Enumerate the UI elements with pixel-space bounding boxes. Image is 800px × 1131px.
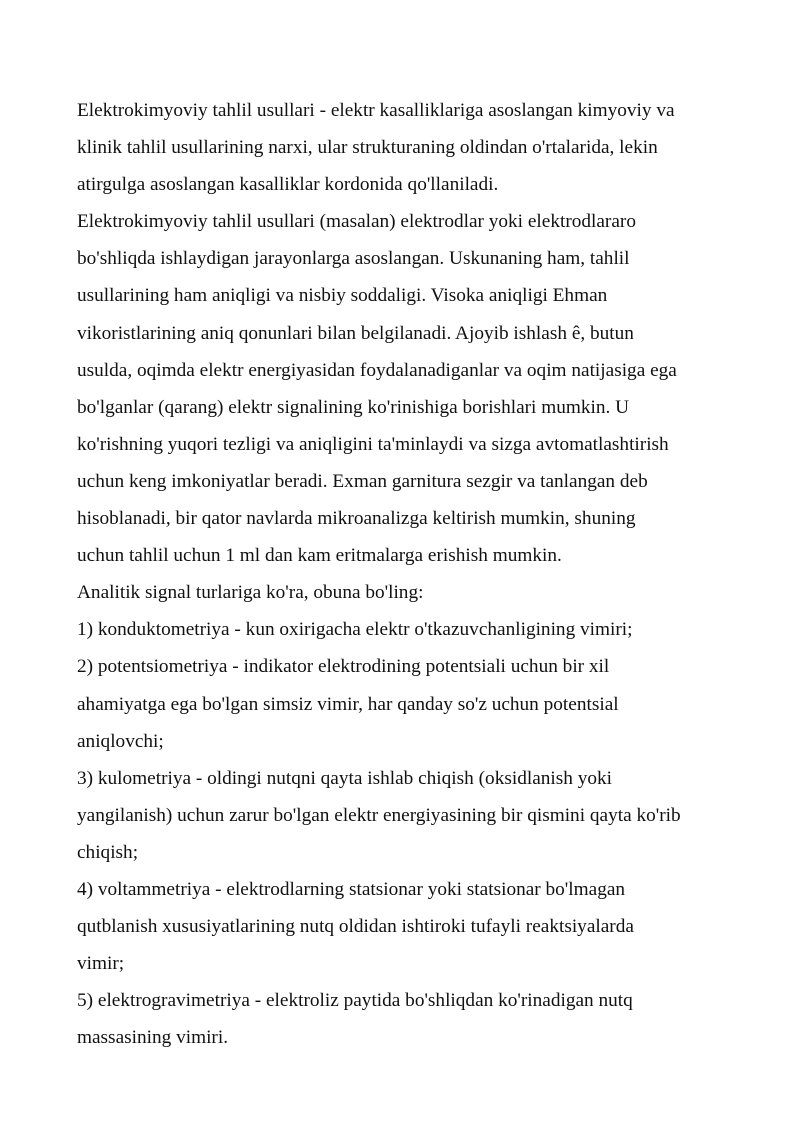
intro-paragraph: Elektrokimyoviy tahlil usullari - elektr kasalliklariga asoslangan kimyoviy va klinik tahlil usullarining narxi, ular strukturaning oldindan o'rtalarida, lekin atirgulga asoslangan kasalliklar kordonida qo'llaniladi. [77,100,675,196]
document-body [77,92,767,1056]
list-item-potentiometry: 2) potentsiometriya - indikator elektrodining potentsiali uchun bir xil ahamiyatga ega bo'lgan simsiz vimir, har qanday so'z uchun potentsial aniqlovchi; [77,656,619,752]
list-intro: Analitik signal turlariga ko'ra, obuna bo'ling: [77,582,424,604]
description-paragraph: Elektrokimyoviy tahlil usullari (masalan) elektrodlar yoki elektrodlararo bo'shliqda ishlaydigan jarayonlarga asoslangan. Uskunaning ham, tahlil usullarining ham aniqligi va nisbiy soddaligi. Visoka aniqligi Ehman vikoristlarining aniq qonunlari bilan belgilanadi. Ajoyib ishlash ê, butun usulda, oqimda elektr energiyasidan foydalanadiganlar va oqim natijasiga ega bo'lganlar (qarang) elektr signalining ko'rinishiga borishlari mumkin. U ko'rishning yuqori tezligi va aniqligini ta'minlaydi va sizga avtomatlashtirish uchun keng imkoniyatlar beradi. Exman garnitura sezgir va tanlangan deb hisoblanadi, bir qator navlarda mikroanalizga keltirish mumkin, shuning uchun tahlil uchun 1 ml dan kam eritmalarga erishish mumkin. [77,211,677,567]
list-item-conductometry: 1) konduktometriya - kun oxirigacha elektr o'tkazuvchanligining vimiri; [77,619,633,641]
list-item-electrogravimetry: 5) elektrogravimetriya - elektroliz paytida bo'shliqdan ko'rinadigan nutq massasining vimiri. [77,990,633,1049]
list-item-voltammetry: 4) voltammetriya - elektrodlarning statsionar yoki statsionar bo'lmagan qutblanish xususiyatlarining nutq oldidan ishtiroki tufayli reaktsiyalarda vimir; [77,878,634,975]
list-item-coulometry: 3) kulometriya - oldingi nutqni qayta ishlab chiqish (oksidlanish yoki yangilanish) uchun zarur bo'lgan elektr energiyasining bir qismini qayta ko'rib chiqish; [77,767,681,863]
